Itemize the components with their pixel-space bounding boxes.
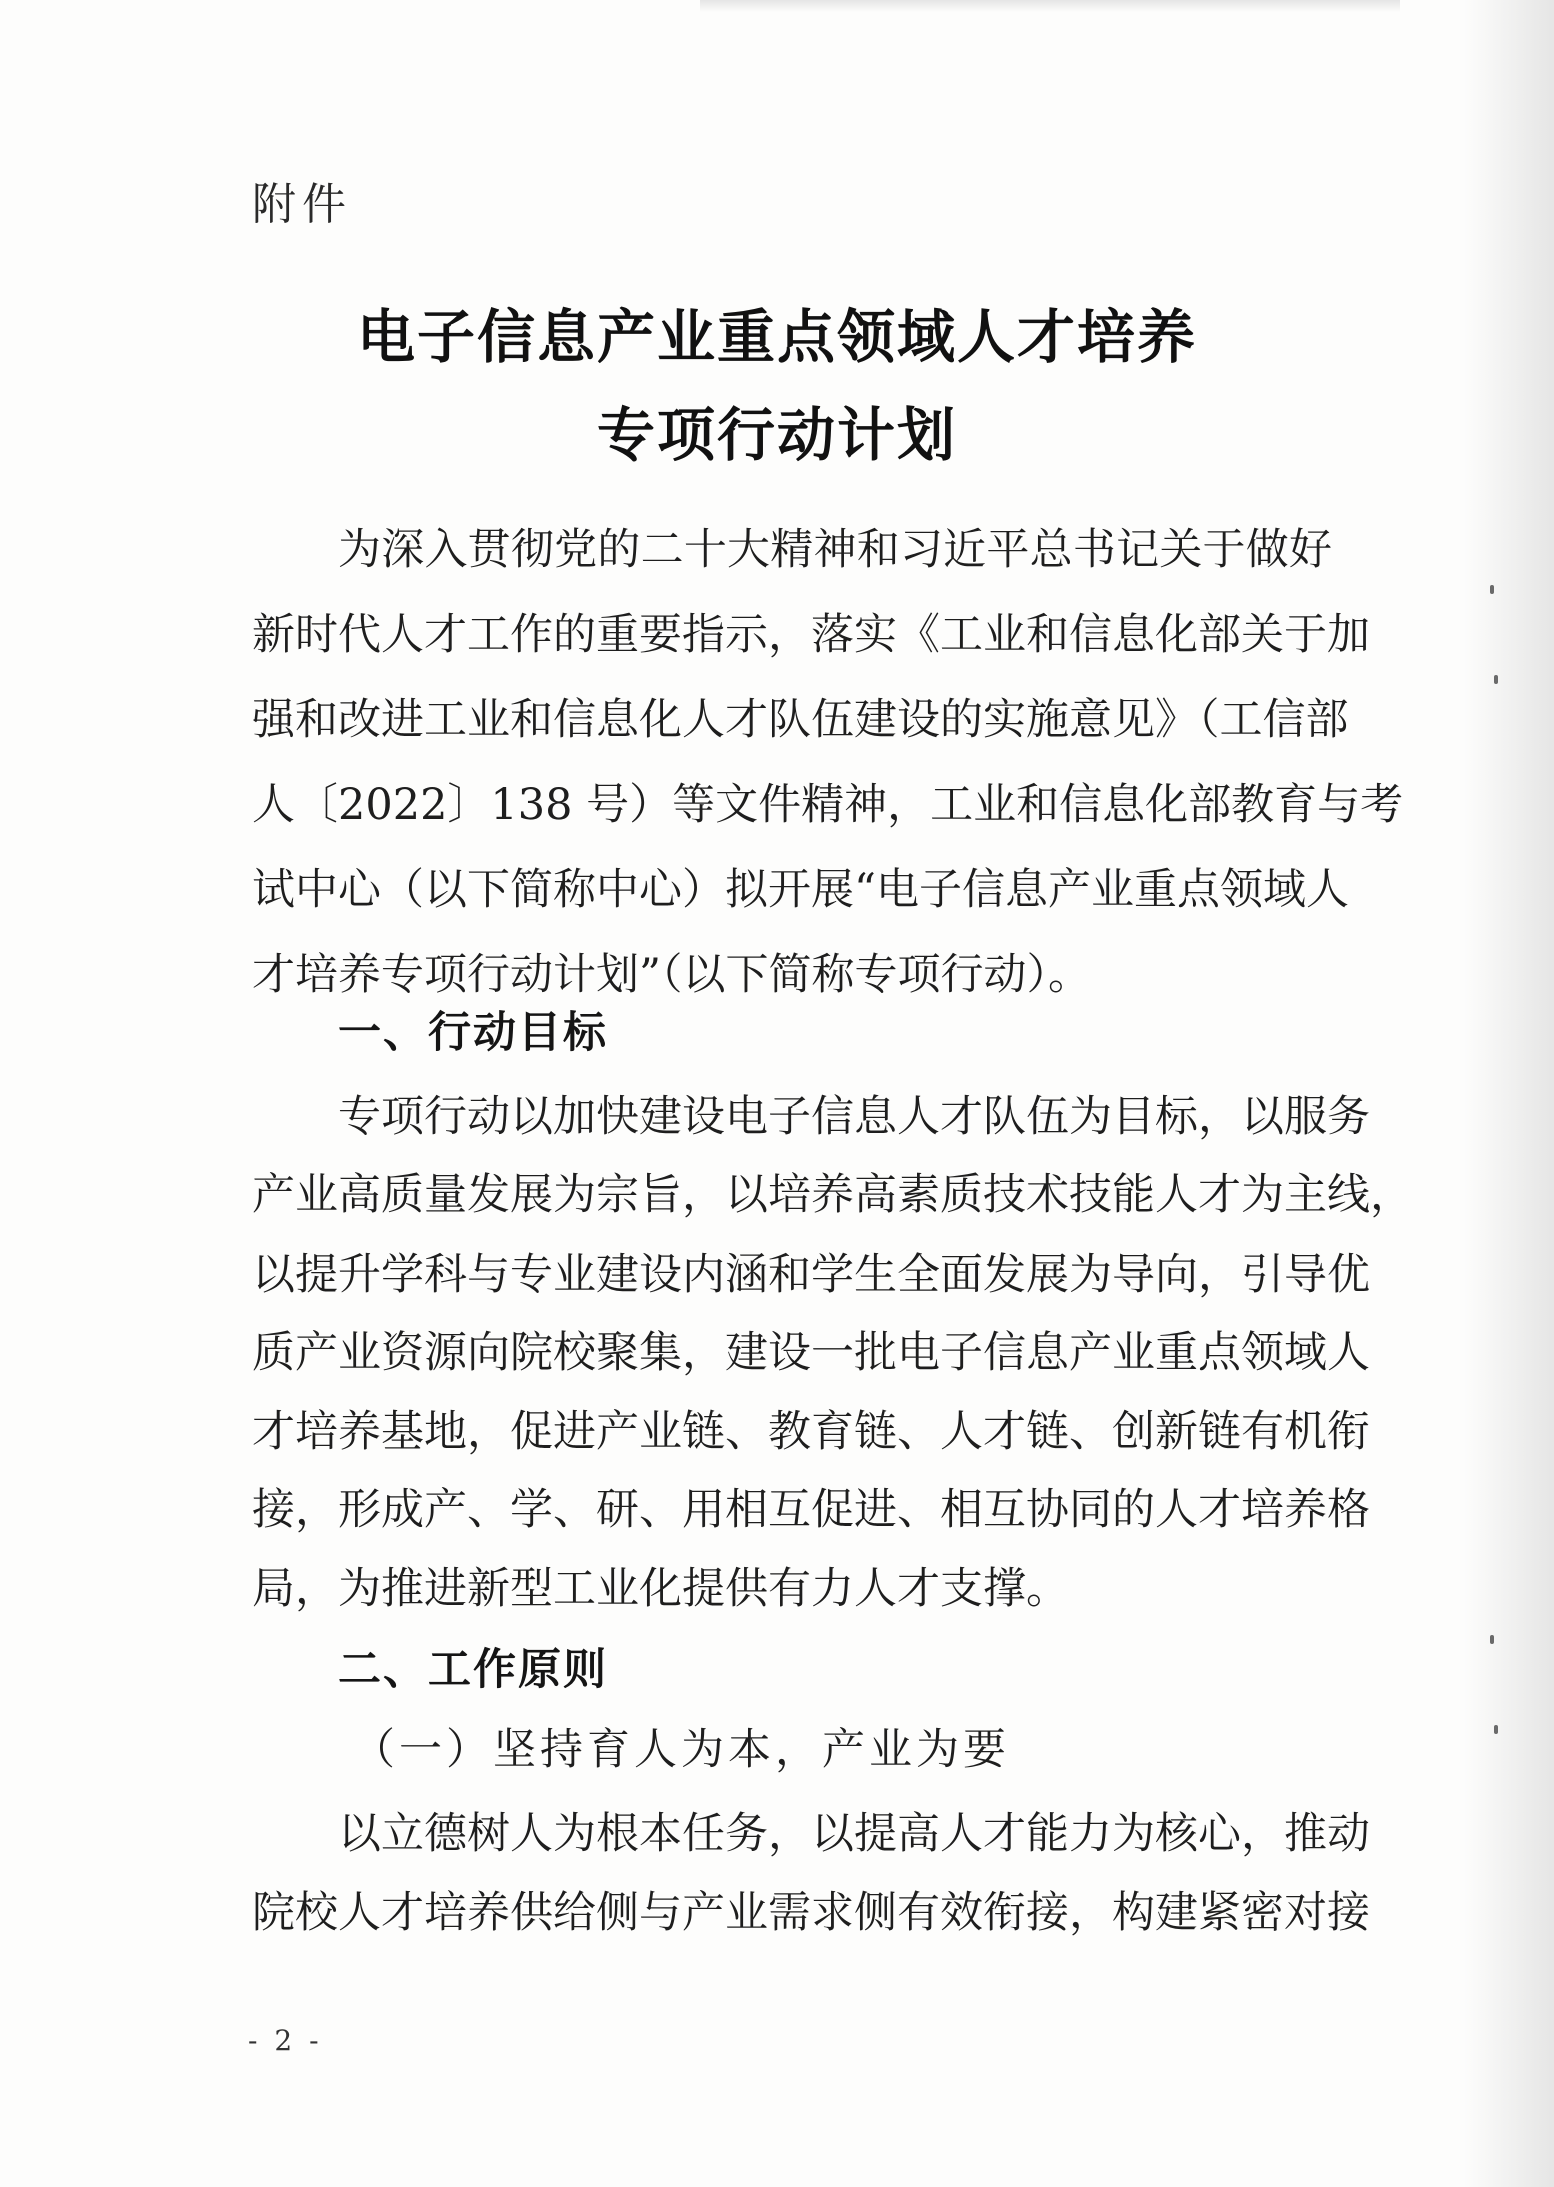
intro-line: 试中心（以下简称中心）拟开展“电子信息产业重点领域人 [252,865,1349,915]
section2-line: 院校人才培养供给侧与产业需求侧有效衔接，构建紧密对接 [252,1888,1370,1938]
subsection-heading: （一）坚持育人为本，产业为要 [352,1725,1010,1775]
section-heading-principles: 二、工作原则 [338,1645,608,1695]
scan-speck [1494,675,1498,684]
scan-speck [1494,1725,1498,1734]
scan-speck [1490,585,1494,594]
section2-line: 以立德树人为根本任务，以提高人才能力为核心，推动 [338,1809,1370,1859]
attachment-label: 附件 [252,179,352,230]
section1-line: 才培养基地，促进产业链、教育链、人才链、创新链有机衔 [252,1407,1370,1457]
section1-line: 产业高质量发展为宗旨，以培养高素质技术技能人才为主线， [252,1170,1413,1220]
intro-line: 新时代人才工作的重要指示，落实《工业和信息化部关于加 [252,610,1370,660]
scan-shadow-top [700,0,1400,12]
document-title-line-1: 电子信息产业重点领域人才培养 [356,303,1197,371]
intro-line: 才培养专项行动计划”（以下简称专项行动）。 [252,950,1091,1000]
page-number: - 2 - [248,2024,323,2057]
section1-line: 局，为推进新型工业化提供有力人才支撑。 [252,1564,1069,1614]
section-heading-goals: 一、行动目标 [338,1008,608,1058]
intro-line: 人〔2022〕138 号）等文件精神，工业和信息化部教育与考 [252,780,1404,830]
intro-line: 为深入贯彻党的二十大精神和习近平总书记关于做好 [338,525,1332,575]
scan-speck [1490,1635,1494,1644]
section1-line: 专项行动以加快建设电子信息人才队伍为目标，以服务 [338,1092,1370,1142]
intro-line: 强和改进工业和信息化人才队伍建设的实施意见》（工信部 [252,695,1349,745]
document-title-line-2: 专项行动计划 [596,401,957,469]
section1-line: 接，形成产、学、研、用相互促进、相互协同的人才培养格 [252,1485,1370,1535]
section1-line: 质产业资源向院校聚集，建设一批电子信息产业重点领域人 [252,1328,1370,1378]
section1-line: 以提升学科与专业建设内涵和学生全面发展为导向，引导优 [252,1250,1370,1300]
